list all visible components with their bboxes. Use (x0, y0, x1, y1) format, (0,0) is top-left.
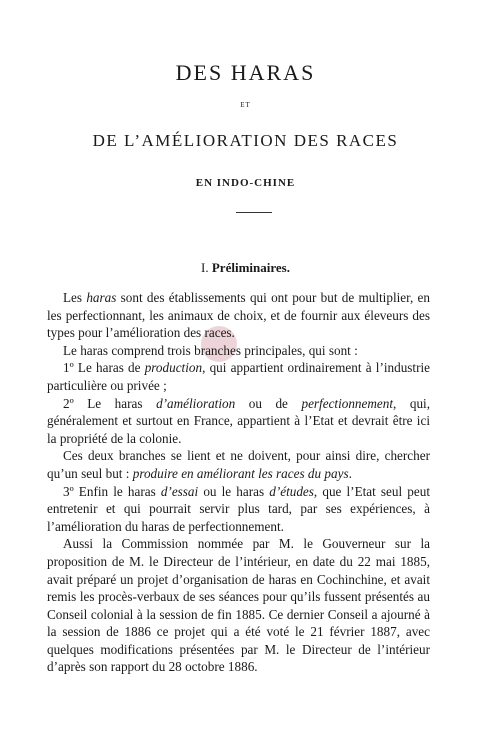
italic-text: haras (86, 290, 117, 305)
italic-text: d’essai (160, 483, 199, 499)
paragraph-text: sont des établissements qui ont pour but de multiplier, en les perfectionnant, les animaux de choix, et de fournir aux éleveurs des types pour l’amélioration des races. (47, 290, 431, 341)
paragraph (47, 289, 430, 342)
title-conjunction: ET (240, 101, 251, 109)
body-text (47, 289, 430, 676)
italic-text: d’études (269, 483, 314, 499)
paragraph (47, 359, 430, 394)
paragraph-text: ou le haras (198, 483, 270, 499)
italic-text: produire en améliorant les races du pays (132, 465, 349, 481)
section-title: Préliminaires. (211, 260, 290, 275)
paragraph-text: 3º Enfin le haras (63, 483, 161, 499)
paragraph (47, 535, 430, 676)
paragraph-text: , que l’Etat seul peut entretenir et qui pourrait servir plus tard, par ses expériences, à l’amélioration du haras de perfectionnement. (47, 483, 430, 534)
paragraph-text: Le haras comprend trois branches principales, qui sont : (63, 342, 358, 358)
page-place-heading: EN INDO-CHINE (195, 177, 296, 189)
section-number: I. (201, 260, 209, 275)
page-title: DES HARAS (175, 60, 316, 85)
page-subtitle: DE L’AMÉLIORATION DES RACES (92, 131, 399, 150)
paragraph (47, 447, 430, 482)
italic-text: perfectionnement (301, 395, 394, 411)
paragraph (47, 342, 430, 360)
paragraph-text: Ces deux branches se lient et ne doivent, pour ainsi dire, chercher qu’un seul but : (47, 448, 430, 481)
paragraph-text: 2º Le haras (63, 395, 157, 411)
paragraph-text: Les (63, 290, 87, 305)
paragraph-text: ou de (235, 395, 302, 411)
paragraph-text: 1º Le haras de (63, 360, 145, 376)
paragraph-text: , qui appartient ordinairement à l’industrie particulière ou privée ; (47, 360, 430, 393)
section-heading (0, 260, 491, 276)
paragraph-text: , qui, généralement et surtout en France, appartient à l’Etat et devrait être ici la propriété de la colonie. (47, 395, 431, 446)
paragraph (47, 483, 430, 536)
italic-text: d’amélioration (156, 395, 236, 411)
paragraph (47, 395, 430, 448)
title-divider (236, 212, 272, 213)
paragraph-text: Aussi la Commission nommée par M. le Gouverneur sur la proposition de M. le Directeur de l’intérieur, en date du 22 mai 1885, avait préparé un projet d’organisation de haras en Cochinchine, et avait remis les procès-verbaux de ses séances pour qu’ils fussent présentés au Conseil colonial à la session de fin 1885. Ce dernier Conseil a ajourné à la session de 1886 ce projet qui a été voté le 21 février 1887, avec quelques modifications présentées par M. le Directeur de l’intérieur d’après son rapport du 28 octobre 1886. (47, 536, 430, 675)
paragraph-text: . (348, 465, 352, 481)
italic-text: production (144, 360, 203, 376)
